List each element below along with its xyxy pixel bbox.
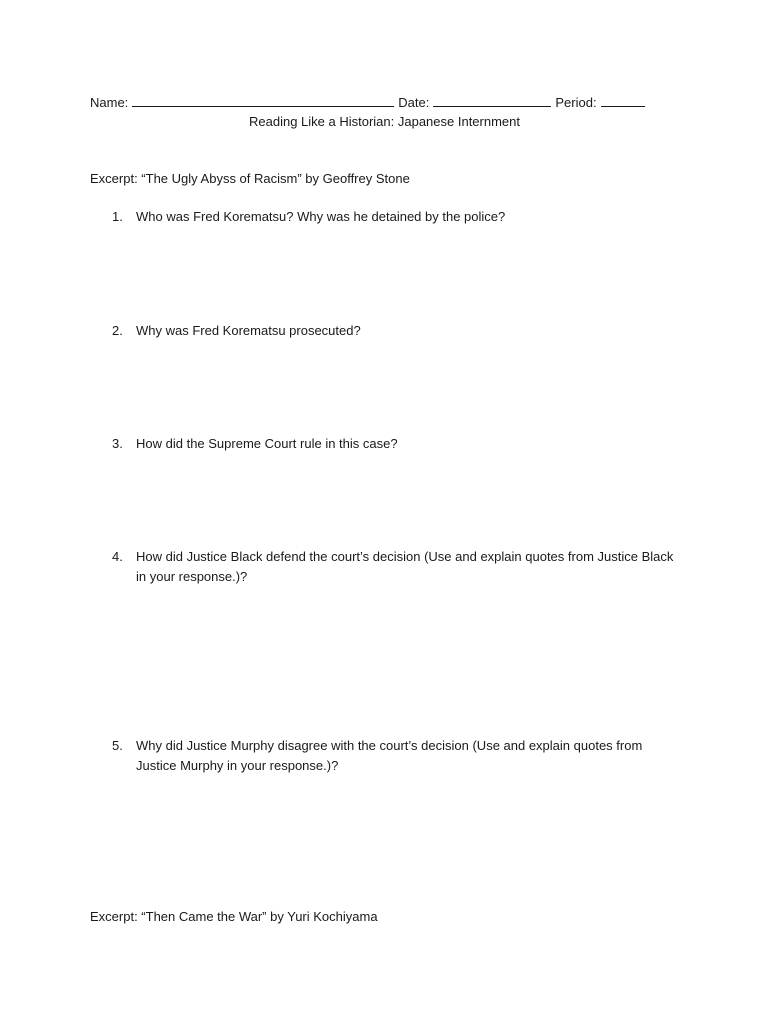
question-2 bbox=[112, 321, 682, 341]
question-number: 3. bbox=[112, 436, 123, 451]
page-title bbox=[0, 114, 770, 130]
question-3 bbox=[112, 434, 682, 454]
question-number: 1. bbox=[112, 209, 123, 224]
question-text: Who was Fred Korematsu? Why was he detained by the police? bbox=[136, 209, 506, 224]
excerpt-heading-stone: Excerpt: “The Ugly Abyss of Racism” by Geoffrey Stone bbox=[90, 171, 410, 186]
question-text: How did the Supreme Court rule in this case? bbox=[136, 436, 398, 451]
period-label: Period: bbox=[555, 95, 597, 110]
question-number: 2. bbox=[112, 323, 123, 338]
question-4 bbox=[112, 547, 682, 587]
question-5 bbox=[112, 736, 682, 776]
page-title-text: Reading Like a Historian: Japanese Internment bbox=[249, 114, 520, 129]
question-number: 5. bbox=[112, 738, 123, 753]
question-text: How did Justice Black defend the court’s decision (Use and explain quotes from Justice Black in your response.)? bbox=[136, 549, 674, 584]
question-text: Why was Fred Korematsu prosecuted? bbox=[136, 323, 361, 338]
excerpt-heading-kochiyama: Excerpt: “Then Came the War” by Yuri Kochiyama bbox=[90, 909, 378, 924]
name-blank-line bbox=[132, 94, 394, 107]
period-blank-line bbox=[601, 94, 645, 107]
question-1 bbox=[112, 207, 682, 227]
question-text: Why did Justice Murphy disagree with the court’s decision (Use and explain quotes from Justice Murphy in your response.)? bbox=[136, 738, 643, 773]
date-label: Date: bbox=[398, 95, 430, 110]
question-number: 4. bbox=[112, 549, 123, 564]
date-blank-line bbox=[433, 94, 551, 107]
name-label: Name: bbox=[90, 95, 129, 110]
header-fields bbox=[90, 94, 690, 111]
